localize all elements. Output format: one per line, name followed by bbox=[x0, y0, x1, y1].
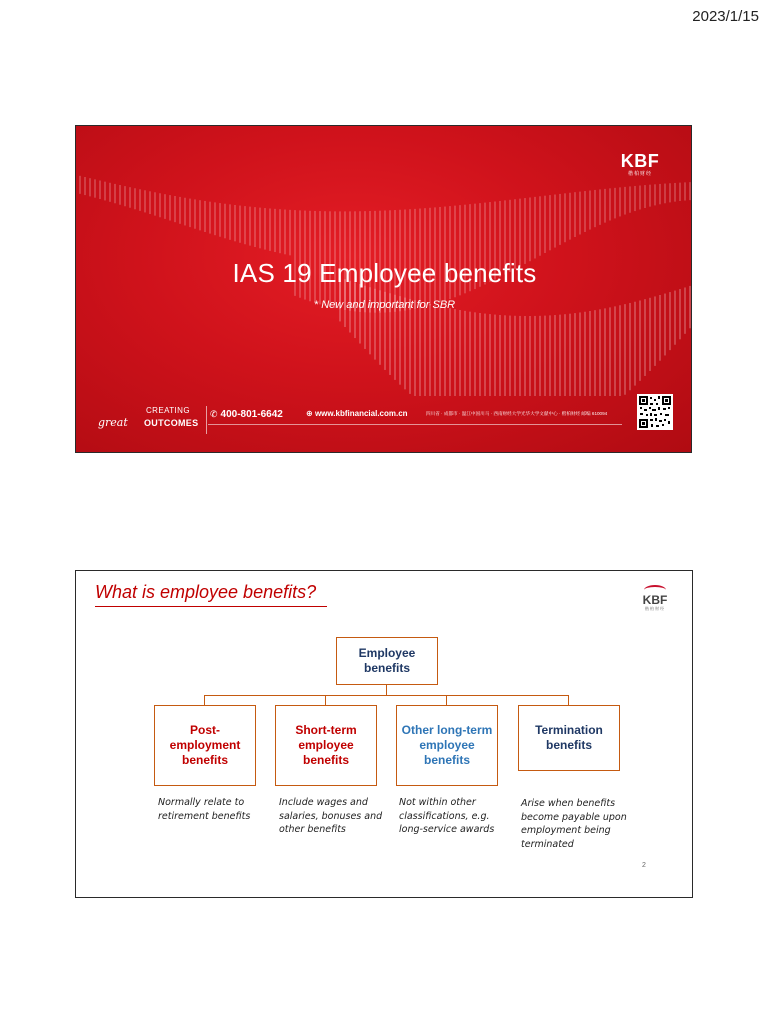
box-other-long-term: Other long-term employee benefits bbox=[396, 705, 498, 786]
wave-stripes-graphic bbox=[76, 126, 692, 453]
footer-divider bbox=[206, 406, 207, 434]
box-post-employment: Post-employment benefits bbox=[154, 705, 256, 786]
desc-termination: Arise when benefits become payable upon employment being terminated bbox=[521, 798, 627, 850]
box-termination: Termination benefits bbox=[518, 705, 620, 771]
phone-icon: ✆ bbox=[210, 409, 218, 419]
footer-website-url: www.kbfinancial.com.cn bbox=[314, 409, 408, 418]
kbf-logo-cn: 楷柏财经 bbox=[627, 171, 652, 177]
kbf-logo-small-cn: 楷柏财经 bbox=[645, 606, 665, 611]
tagline-great: great bbox=[98, 416, 128, 429]
slide-subtitle: * New and important for SBR bbox=[313, 299, 456, 311]
kbf-logo-small-letters: KBF bbox=[642, 593, 668, 607]
slide-employee-benefits bbox=[75, 570, 693, 898]
tagline-creating: CREATING bbox=[146, 406, 190, 415]
footer-phone bbox=[210, 409, 283, 420]
kbf-logo-small bbox=[638, 585, 672, 611]
box-employee-benefits: Employee benefits bbox=[336, 637, 438, 685]
box-short-term: Short-term employee benefits bbox=[275, 705, 377, 786]
desc-short-term: Include wages and salaries, bonuses and other benefits bbox=[279, 797, 383, 835]
connector-horizontal bbox=[204, 695, 569, 696]
connector-short bbox=[325, 695, 326, 705]
desc-other-long-term: Not within other classifications, e.g. long-service awards bbox=[399, 797, 495, 835]
web-icon: ⊕ bbox=[306, 409, 315, 418]
kbf-logo-letters: KBF bbox=[620, 151, 660, 171]
connector-term bbox=[568, 695, 569, 705]
slide-footer bbox=[96, 406, 676, 436]
footer-line bbox=[208, 424, 622, 425]
connector-post bbox=[204, 695, 205, 705]
kbf-logo bbox=[617, 152, 663, 182]
footer-address: 四川省 · 成都市 · 温江中国川马 · 西南财经大学光华大学文献中心 · 楷柏财经 邮编 610094 bbox=[426, 411, 608, 416]
desc-post-employment: Normally relate to retirement benefits bbox=[158, 797, 251, 822]
page-date: 2023/1/15 bbox=[692, 8, 759, 25]
footer-website bbox=[306, 409, 408, 418]
tagline-outcomes: OUTCOMES bbox=[144, 418, 199, 428]
footer-phone-number: 400-801-6642 bbox=[220, 409, 283, 420]
slide-page-number: 2 bbox=[642, 862, 646, 869]
slide2-title: What is employee benefits? bbox=[95, 582, 317, 602]
connector-root-down bbox=[386, 685, 387, 695]
slide-title-cover bbox=[75, 125, 692, 453]
connector-other bbox=[446, 695, 447, 705]
slide-title: IAS 19 Employee benefits bbox=[232, 258, 537, 288]
qr-code-icon bbox=[637, 394, 673, 430]
slide2-title-underline bbox=[95, 606, 327, 607]
